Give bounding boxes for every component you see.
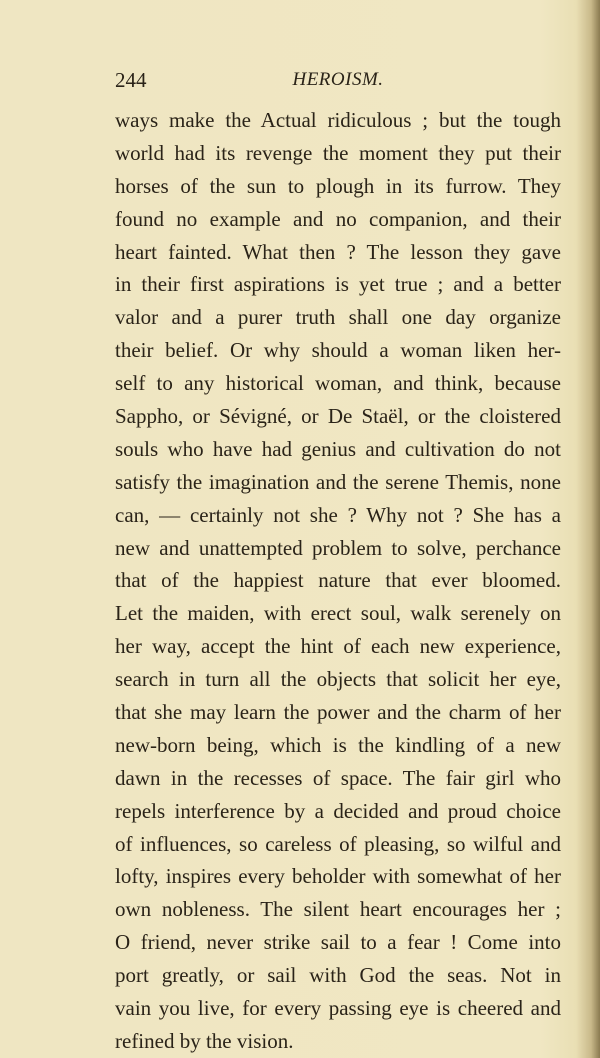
text-line: in their first aspirations is yet true ; and a better	[115, 272, 561, 297]
text-line: O friend, never strike sail to a fear ! Come into	[115, 930, 561, 955]
running-head: HEROISM.	[292, 69, 384, 90]
text-line: port greatly, or sail with God the seas. Not in	[115, 963, 561, 988]
text-line: dawn in the recesses of space. The fair girl who	[115, 765, 561, 790]
page-header	[115, 68, 561, 96]
text-line: refined by the vision.	[115, 1028, 294, 1053]
text-line: new-born being, which is the kindling of a new	[115, 732, 561, 757]
text-line: vain you live, for every passing eye is cheered and	[115, 996, 561, 1021]
text-line: own nobleness. The silent heart encourages her ;	[115, 897, 561, 922]
text-line: new and unattempted problem to solve, perchance	[115, 535, 561, 560]
text-line: souls who have had genius and cultivation do not	[115, 436, 561, 461]
text-line: their belief. Or why should a woman liken her-	[115, 338, 561, 363]
text-line: heart fainted. What then ? The lesson they gave	[115, 239, 561, 264]
text-line: lofty, inspires every beholder with somewhat of her	[115, 864, 561, 889]
text-line: Let the maiden, with erect soul, walk serenely on	[115, 601, 561, 626]
text-line: her way, accept the hint of each new experience,	[115, 634, 561, 659]
text-line: that of the happiest nature that ever bloomed.	[115, 568, 561, 593]
text-line: horses of the sun to plough in its furrow. They	[115, 173, 561, 198]
text-line: Sappho, or Sévigné, or De Staël, or the cloistered	[115, 404, 561, 429]
text-line: satisfy the imagination and the serene Themis, none	[115, 469, 561, 494]
body-text	[115, 104, 561, 1058]
text-line: that she may learn the power and the charm of her	[115, 700, 561, 725]
text-line: ways make the Actual ridiculous ; but the tough	[115, 108, 561, 132]
text-line: can, — certainly not she ? Why not ? She has a	[115, 502, 561, 527]
text-line: world had its revenge the moment they put their	[115, 140, 561, 165]
text-line: search in turn all the objects that solicit her eye,	[115, 667, 561, 692]
text-line: self to any historical woman, and think, because	[115, 371, 561, 396]
text-line: of influences, so careless of pleasing, so wilful and	[115, 831, 561, 856]
text-line: repels interference by a decided and proud choice	[115, 798, 561, 823]
text-line: found no example and no companion, and their	[115, 206, 561, 231]
text-line: valor and a purer truth shall one day organize	[115, 305, 561, 330]
page-number: 244	[115, 68, 147, 92]
